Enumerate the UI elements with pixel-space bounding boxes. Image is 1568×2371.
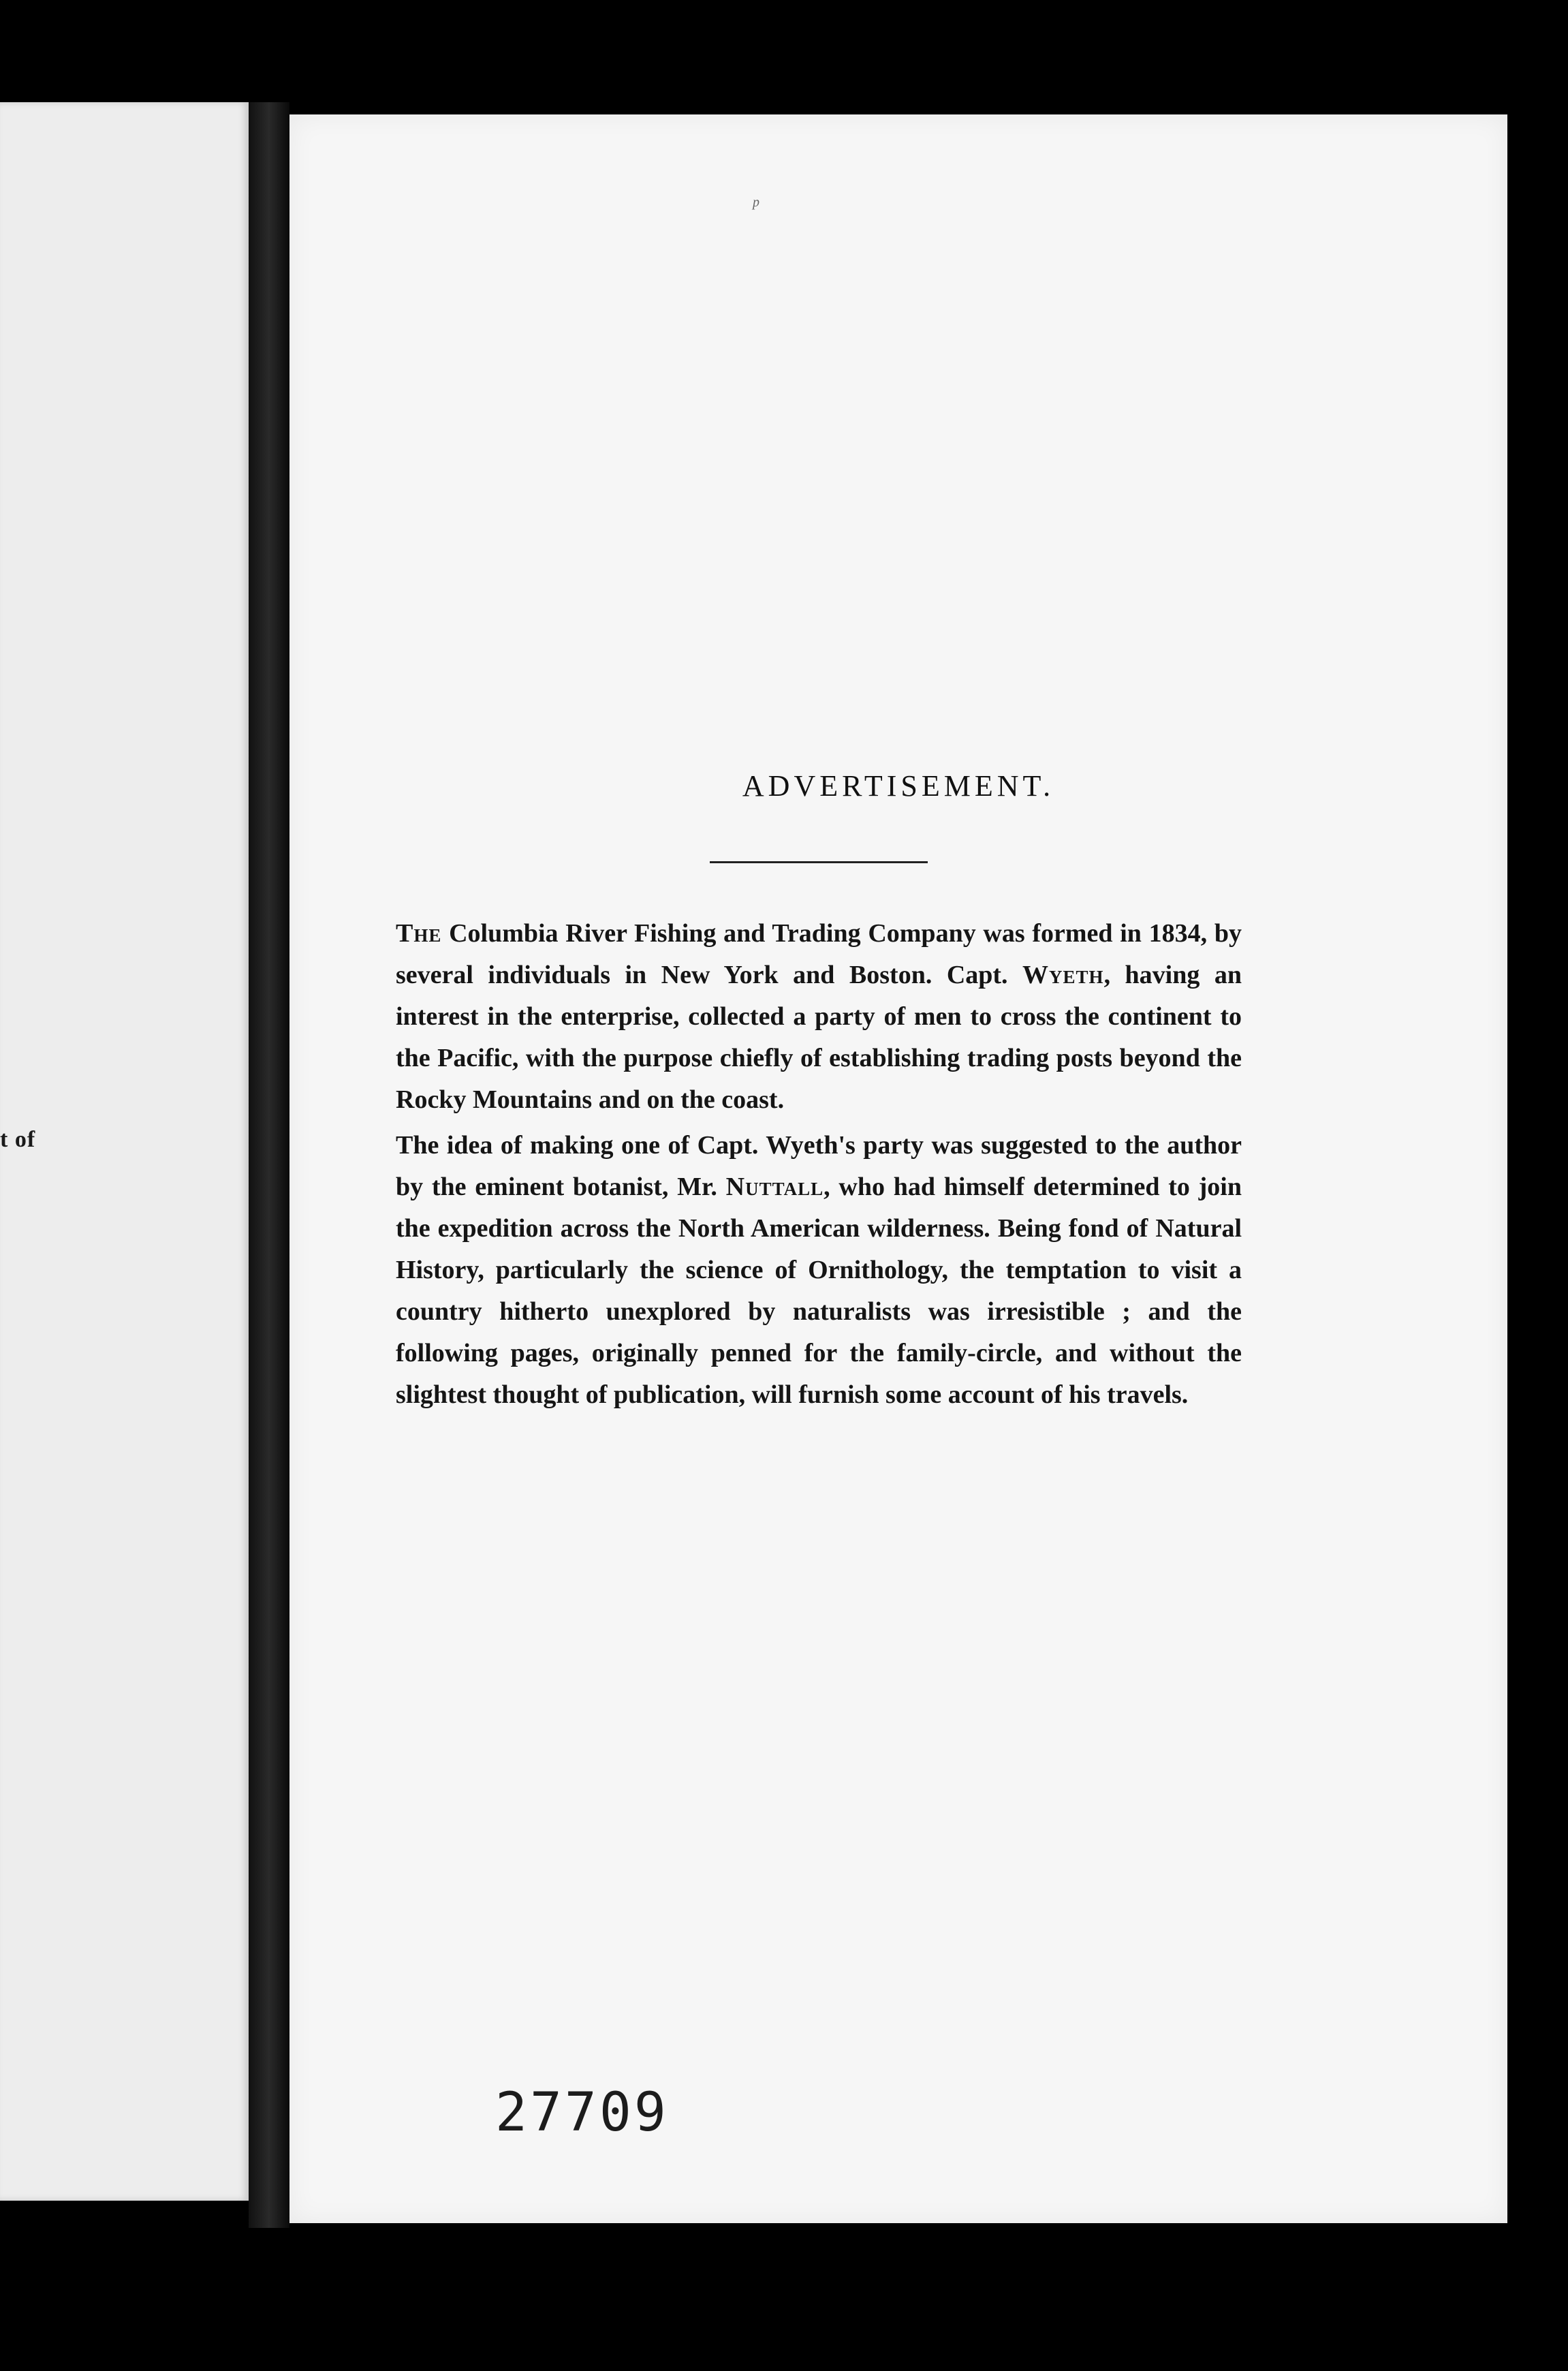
- text-run: , having an interest in the enterprise, collected a party of men to cross the continent to the Pacific, with the purpose chiefly of establishing trading posts beyond the Rocky Mountains and on the coast.: [396, 961, 1242, 1114]
- page-title: ADVERTISEMENT.: [742, 769, 1055, 803]
- paragraph-2: [396, 1125, 1242, 1416]
- text-run: Columbia River Fishing and Trading Company was formed in 1834, by several individuals in New York and Boston. Capt.: [396, 919, 1242, 989]
- book-gutter: [249, 102, 289, 2228]
- heading-rule-divider: [710, 861, 928, 863]
- left-facing-page: [0, 102, 249, 2201]
- paragraph-1: [396, 913, 1242, 1121]
- small-caps-run: Wyeth: [1022, 961, 1104, 989]
- text-run: The idea of making one of Capt. Wyeth's party was suggested to the author by the eminent botanist, Mr.: [396, 1131, 1242, 1201]
- main-page: [289, 114, 1507, 2223]
- small-caps-run: The: [396, 919, 442, 948]
- text-run: , who had himself determined to join the expedition across the North American wilderness. Being fond of Natural History, particularly the science of Ornithology, the temptation to visit a country hitherto unexplored by naturalists was irresistible ; and the following pages, originally penned for the family-circle, and without the slightest thought of publication, will furnish some account of his travels.: [396, 1173, 1242, 1409]
- accession-number-stamp: 27709: [495, 2082, 669, 2143]
- advertisement-body: [396, 913, 1242, 1416]
- top-mark: p: [753, 195, 759, 210]
- small-caps-run: Nuttall: [725, 1173, 824, 1201]
- left-page-text-fragment: t of: [0, 1127, 36, 1152]
